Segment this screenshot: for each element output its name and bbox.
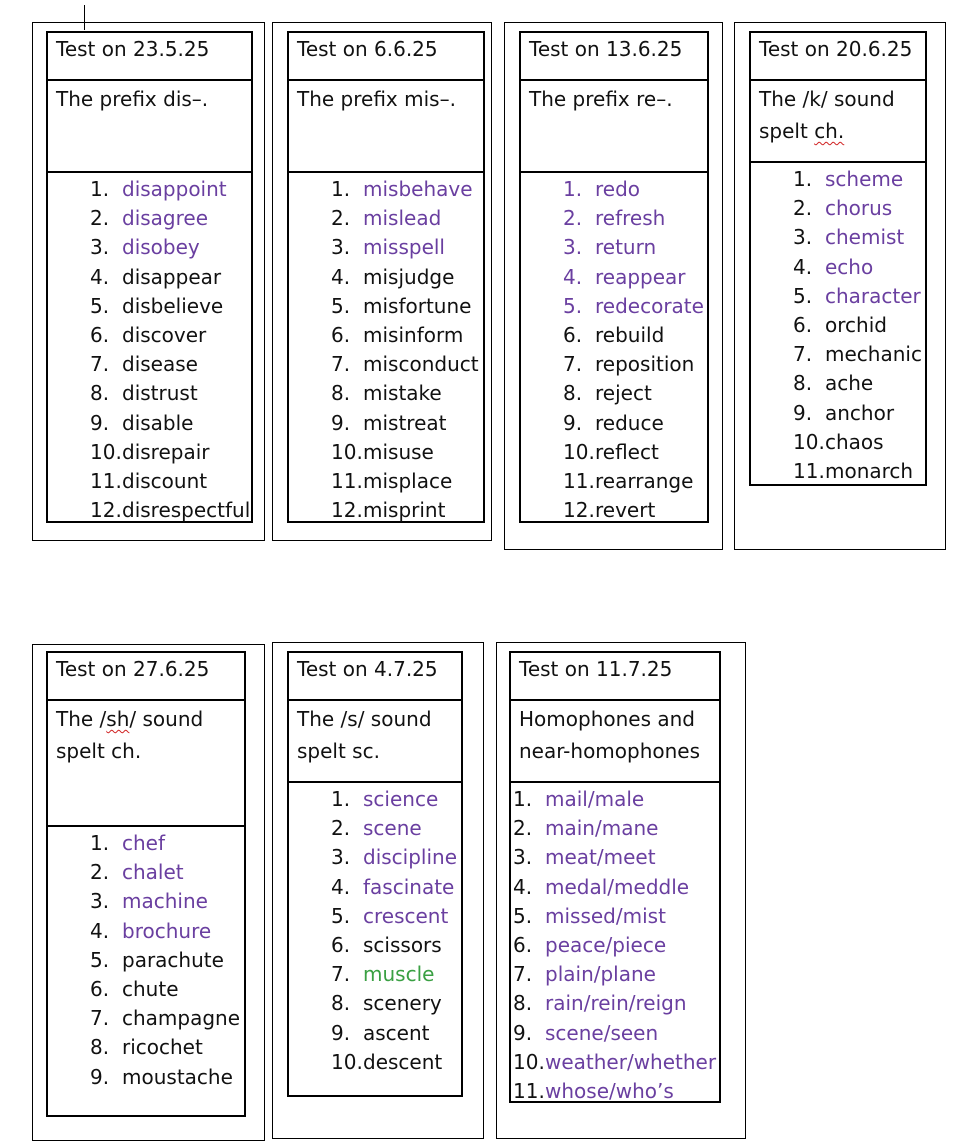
list-item-word: disbelieve — [122, 293, 224, 318]
list-item — [563, 321, 707, 350]
list-item — [563, 409, 707, 438]
card-1-header — [48, 33, 251, 81]
list-item — [331, 438, 483, 467]
list-item — [793, 165, 925, 194]
list-item — [331, 233, 483, 262]
list-item — [563, 175, 707, 204]
list-item-word: reposition — [595, 352, 695, 377]
card-4-title: Test on 20.6.25 — [759, 37, 913, 61]
list-item-word: mistake — [363, 381, 442, 406]
list-item — [90, 292, 251, 321]
list-item-number: 1. — [331, 787, 351, 811]
list-item — [331, 496, 483, 525]
list-item-number: 5. — [90, 293, 110, 318]
list-item-word: rearrange — [595, 469, 694, 494]
card-7-topic-line-2: near-homophones — [519, 739, 701, 763]
list-item-word: crescent — [363, 903, 449, 928]
list-item-number: 6. — [563, 323, 583, 348]
list-item-number: 5. — [793, 283, 813, 308]
list-item-word: misbehave — [363, 177, 473, 201]
list-item — [331, 814, 461, 843]
list-item-number: 3. — [513, 845, 533, 870]
card-5-topic — [48, 699, 244, 827]
list-item-number: 8. — [90, 381, 110, 406]
list-item — [331, 989, 461, 1018]
list-item — [90, 350, 251, 379]
list-item-word: chaos — [825, 429, 884, 454]
list-item-number: 4. — [793, 254, 813, 279]
card-7-topic — [511, 699, 719, 783]
list-item-word: disagree — [122, 206, 209, 231]
list-item-word: reduce — [595, 410, 664, 435]
list-item-word: monarch — [825, 459, 914, 484]
list-item-number: 1. — [513, 787, 533, 811]
list-item-word: misconduct — [363, 352, 479, 377]
list-item — [563, 496, 707, 525]
list-item-word: misplace — [363, 469, 453, 494]
list-item-word: plain/plane — [545, 962, 656, 987]
card-7-header — [511, 653, 719, 701]
list-item — [331, 175, 483, 204]
list-item — [793, 311, 925, 340]
list-item-word: misuse — [363, 439, 434, 464]
list-item-word: revert — [595, 498, 656, 523]
card-6-header — [289, 653, 461, 701]
card-6-word-list — [289, 785, 461, 1077]
list-item — [90, 409, 251, 438]
card-4-header — [751, 33, 925, 81]
list-item — [563, 204, 707, 233]
list-item — [90, 887, 244, 916]
card-4-topic — [751, 79, 925, 163]
list-item-number: 7. — [513, 962, 533, 987]
card-2-topic-line: The prefix mis–. — [297, 87, 456, 111]
list-item-word: misfortune — [363, 293, 472, 318]
list-item-word: whose/who’s — [545, 1079, 674, 1104]
list-item-number: 2. — [331, 206, 351, 231]
card-5-title: Test on 27.6.25 — [56, 657, 210, 681]
list-item — [331, 1019, 461, 1048]
list-item-word: muscle — [363, 962, 435, 987]
card-2 — [287, 31, 485, 523]
list-item-number: 7. — [90, 1006, 110, 1031]
card-3 — [519, 31, 709, 523]
list-item-word: rain/rein/reign — [545, 991, 687, 1016]
list-item-word: refresh — [595, 206, 666, 231]
list-item — [513, 989, 719, 1018]
list-item — [90, 175, 251, 204]
list-item — [90, 438, 251, 467]
list-item-word: chemist — [825, 225, 905, 250]
list-item-word: disable — [122, 410, 194, 435]
list-item-number: 3. — [90, 235, 110, 260]
list-item — [331, 321, 483, 350]
list-item-number: 11. — [90, 469, 122, 494]
list-item-word: disrepair — [122, 439, 210, 464]
card-3-header — [521, 33, 707, 81]
list-item-number: 5. — [563, 293, 583, 318]
list-item-number: 2. — [513, 816, 533, 841]
list-item-number: 10. — [90, 439, 122, 464]
list-item — [90, 204, 251, 233]
card-frame-6 — [272, 642, 484, 1139]
list-item — [793, 253, 925, 282]
list-item — [793, 194, 925, 223]
card-3-topic — [521, 79, 707, 173]
card-7-topic-line-1: Homophones and — [519, 707, 695, 731]
list-item-number: 4. — [90, 918, 110, 943]
list-item-word: disobey — [122, 235, 200, 260]
list-item — [331, 263, 483, 292]
list-item — [563, 467, 707, 496]
card-3-topic-line: The prefix re–. — [529, 87, 673, 111]
list-item-word: machine — [122, 889, 208, 914]
list-item-number: 4. — [563, 264, 583, 289]
list-item-number: 7. — [331, 352, 351, 377]
list-item-word: medal/meddle — [545, 874, 690, 899]
card-4-topic-line-1: The /k/ sound — [759, 87, 895, 111]
list-item — [563, 263, 707, 292]
list-item-word: misspell — [363, 235, 445, 260]
card-frame-3 — [504, 22, 723, 550]
card-6-title: Test on 4.7.25 — [297, 657, 438, 681]
list-item-word: discover — [122, 323, 207, 348]
card-5-word-list — [48, 829, 244, 1092]
list-item — [513, 960, 719, 989]
list-item-word: mechanic — [825, 342, 922, 367]
list-item-number: 6. — [331, 323, 351, 348]
card-frame-5 — [32, 644, 265, 1141]
list-item-word: moustache — [122, 1064, 233, 1089]
list-item-number: 12. — [90, 498, 122, 523]
list-item — [793, 457, 925, 486]
list-item-word: misjudge — [363, 264, 455, 289]
list-item-number: 6. — [331, 933, 351, 958]
card-5-header — [48, 653, 244, 701]
card-4-word-list — [751, 165, 925, 486]
card-5-topic-line-1: The /sh/ sound — [56, 707, 204, 731]
list-item-word: ache — [825, 371, 874, 396]
list-item — [793, 340, 925, 369]
list-item-word: champagne — [122, 1006, 241, 1031]
list-item — [90, 233, 251, 262]
list-item — [90, 321, 251, 350]
list-item — [331, 350, 483, 379]
list-item — [793, 369, 925, 398]
list-item-number: 9. — [331, 1020, 351, 1045]
card-2-word-list — [289, 175, 483, 525]
list-item — [563, 438, 707, 467]
list-item-word: science — [363, 787, 439, 811]
list-item-word: rebuild — [595, 323, 665, 348]
list-item-word: echo — [825, 254, 874, 279]
list-item-word: reflect — [595, 439, 659, 464]
card-5-topic-line-2: spelt ch. — [56, 739, 142, 763]
list-item-number: 7. — [331, 962, 351, 987]
list-item — [513, 902, 719, 931]
list-item — [331, 1048, 461, 1077]
list-item-number: 6. — [90, 977, 110, 1002]
list-item — [90, 975, 244, 1004]
list-item-number: 6. — [513, 933, 533, 958]
list-item-word: chef — [122, 831, 166, 855]
list-item-word: disease — [122, 352, 198, 377]
list-item-number: 3. — [563, 235, 583, 260]
list-item-word: brochure — [122, 918, 212, 943]
list-item-number: 1. — [563, 177, 583, 201]
list-item-number: 10. — [331, 439, 363, 464]
list-item — [793, 282, 925, 311]
list-item-word: chorus — [825, 196, 893, 221]
list-item-number: 5. — [331, 903, 351, 928]
list-item-number: 11. — [563, 469, 595, 494]
list-item-word: anchor — [825, 400, 895, 425]
list-item-number: 3. — [90, 889, 110, 914]
list-item — [513, 873, 719, 902]
list-item — [513, 843, 719, 872]
card-3-title: Test on 13.6.25 — [529, 37, 683, 61]
list-item — [90, 946, 244, 975]
list-item-word: meat/meet — [545, 845, 656, 870]
card-2-topic — [289, 79, 483, 173]
card-3-word-list — [521, 175, 707, 525]
list-item-word: missed/mist — [545, 903, 666, 928]
list-item — [90, 467, 251, 496]
list-item-word: mistreat — [363, 410, 447, 435]
list-item-word: discount — [122, 469, 208, 494]
list-item — [513, 1077, 719, 1106]
list-item-word: return — [595, 235, 657, 260]
list-item-word: scene/seen — [545, 1020, 659, 1045]
list-item-number: 2. — [793, 196, 813, 221]
list-item-number: 3. — [793, 225, 813, 250]
list-item-number: 6. — [793, 313, 813, 338]
list-item-number: 8. — [563, 381, 583, 406]
card-6-topic-line-2: spelt sc. — [297, 739, 380, 763]
list-item-word: misprint — [363, 498, 446, 523]
list-item-number: 9. — [90, 1064, 110, 1089]
list-item-number: 4. — [331, 874, 351, 899]
list-item-number: 1. — [793, 167, 813, 191]
list-item — [331, 873, 461, 902]
list-item-number: 9. — [331, 410, 351, 435]
card-5 — [46, 651, 246, 1117]
list-item — [90, 1063, 244, 1092]
list-item — [331, 843, 461, 872]
list-item-word: redecorate — [595, 293, 704, 318]
list-item-number: 9. — [513, 1020, 533, 1045]
list-item-word: peace/piece — [545, 933, 667, 958]
list-item-number: 8. — [793, 371, 813, 396]
list-item-word: orchid — [825, 313, 887, 338]
list-item-number: 5. — [513, 903, 533, 928]
list-item-number: 10. — [793, 429, 825, 454]
list-item-number: 8. — [513, 991, 533, 1016]
list-item-number: 5. — [331, 293, 351, 318]
list-item-word: chalet — [122, 860, 184, 885]
list-item-word: weather/whether — [545, 1049, 717, 1074]
list-item — [331, 204, 483, 233]
list-item-word: mislead — [363, 206, 442, 231]
list-item-number: 7. — [563, 352, 583, 377]
list-item-word: distrust — [122, 381, 198, 406]
list-item-number: 1. — [90, 177, 110, 201]
list-item-word: disrespectful — [122, 498, 251, 523]
card-2-title: Test on 6.6.25 — [297, 37, 438, 61]
list-item-number: 9. — [90, 410, 110, 435]
list-item-number: 1. — [331, 177, 351, 201]
list-item — [513, 814, 719, 843]
list-item-number: 4. — [90, 264, 110, 289]
list-item — [331, 409, 483, 438]
card-7-title: Test on 11.7.25 — [519, 657, 673, 681]
list-item-word: ricochet — [122, 1035, 203, 1060]
list-item-word: parachute — [122, 947, 224, 972]
list-item-word: reappear — [595, 264, 686, 289]
list-item — [793, 399, 925, 428]
card-frame-4 — [734, 22, 946, 550]
list-item-number: 3. — [331, 235, 351, 260]
card-1-title: Test on 23.5.25 — [56, 37, 210, 61]
card-1-topic-line: The prefix dis–. — [56, 87, 209, 111]
list-item-word: mail/male — [545, 787, 645, 811]
list-item — [331, 467, 483, 496]
list-item — [513, 1019, 719, 1048]
card-4-topic-line-2: spelt ch. — [759, 119, 845, 143]
spellcheck-marked-word: ch. — [814, 119, 845, 143]
list-item — [563, 233, 707, 262]
list-item-number: 7. — [90, 352, 110, 377]
list-item — [563, 379, 707, 408]
list-item-word: main/mane — [545, 816, 659, 841]
list-item-word: disappoint — [122, 177, 227, 201]
list-item-number: 7. — [793, 342, 813, 367]
list-item-number: 12. — [563, 498, 595, 523]
list-item-word: character — [825, 283, 921, 308]
list-item-number: 2. — [90, 860, 110, 885]
list-item-number: 2. — [331, 816, 351, 841]
list-item — [331, 292, 483, 321]
list-item-number: 9. — [563, 410, 583, 435]
list-item-number: 11. — [331, 469, 363, 494]
list-item — [793, 428, 925, 457]
list-item — [90, 917, 244, 946]
list-item-word: ascent — [363, 1020, 430, 1045]
list-item — [331, 379, 483, 408]
list-item-word: descent — [363, 1049, 443, 1074]
list-item — [513, 785, 719, 814]
list-item-number: 4. — [513, 874, 533, 899]
list-item — [90, 829, 244, 858]
list-item-number: 4. — [331, 264, 351, 289]
list-item-number: 8. — [331, 991, 351, 1016]
list-item-number: 10. — [513, 1049, 545, 1074]
list-item — [90, 1004, 244, 1033]
list-item — [563, 292, 707, 321]
list-item-word: discipline — [363, 845, 458, 870]
list-item — [331, 931, 461, 960]
list-item — [513, 931, 719, 960]
list-item-number: 11. — [793, 459, 825, 484]
card-1-word-list — [48, 175, 251, 525]
list-item-word: fascinate — [363, 874, 455, 899]
list-item-word: scenery — [363, 991, 442, 1016]
list-item — [90, 379, 251, 408]
card-6-topic — [289, 699, 461, 783]
list-item-number: 12. — [331, 498, 363, 523]
list-item-number: 10. — [563, 439, 595, 464]
list-item-number: 11. — [513, 1079, 545, 1104]
list-item — [90, 263, 251, 292]
card-2-header — [289, 33, 483, 81]
list-item — [90, 496, 251, 525]
card-1-topic — [48, 79, 251, 173]
list-item — [90, 1033, 244, 1062]
list-item-number: 5. — [90, 947, 110, 972]
list-item-number: 1. — [90, 831, 110, 855]
list-item-word: scene — [363, 816, 422, 841]
list-item-word: chute — [122, 977, 179, 1002]
list-item-number: 2. — [563, 206, 583, 231]
list-item-word: scissors — [363, 933, 442, 958]
list-item-word: reject — [595, 381, 652, 406]
list-item-word: misinform — [363, 323, 464, 348]
card-frame-1 — [32, 22, 265, 541]
list-item — [331, 785, 461, 814]
list-item-number: 6. — [90, 323, 110, 348]
list-item-word: scheme — [825, 167, 904, 191]
list-item-word: disappear — [122, 264, 222, 289]
card-7 — [509, 651, 721, 1103]
card-frame-2 — [272, 22, 492, 541]
list-item — [331, 960, 461, 989]
list-item-number: 3. — [331, 845, 351, 870]
card-frame-7 — [496, 642, 746, 1139]
list-item — [563, 350, 707, 379]
card-6-topic-line-1: The /s/ sound — [297, 707, 432, 731]
list-item — [513, 1048, 719, 1077]
list-item-number: 9. — [793, 400, 813, 425]
list-item — [793, 223, 925, 252]
card-7-word-list — [511, 785, 719, 1106]
card-6 — [287, 651, 463, 1097]
list-item — [90, 858, 244, 887]
card-4 — [749, 31, 927, 486]
list-item-number: 2. — [90, 206, 110, 231]
card-1 — [46, 31, 253, 523]
spellcheck-marked-word: sh — [106, 707, 130, 731]
list-item-number: 10. — [331, 1049, 363, 1074]
list-item-number: 8. — [90, 1035, 110, 1060]
list-item — [331, 902, 461, 931]
list-item-word: redo — [595, 177, 641, 201]
list-item-number: 8. — [331, 381, 351, 406]
